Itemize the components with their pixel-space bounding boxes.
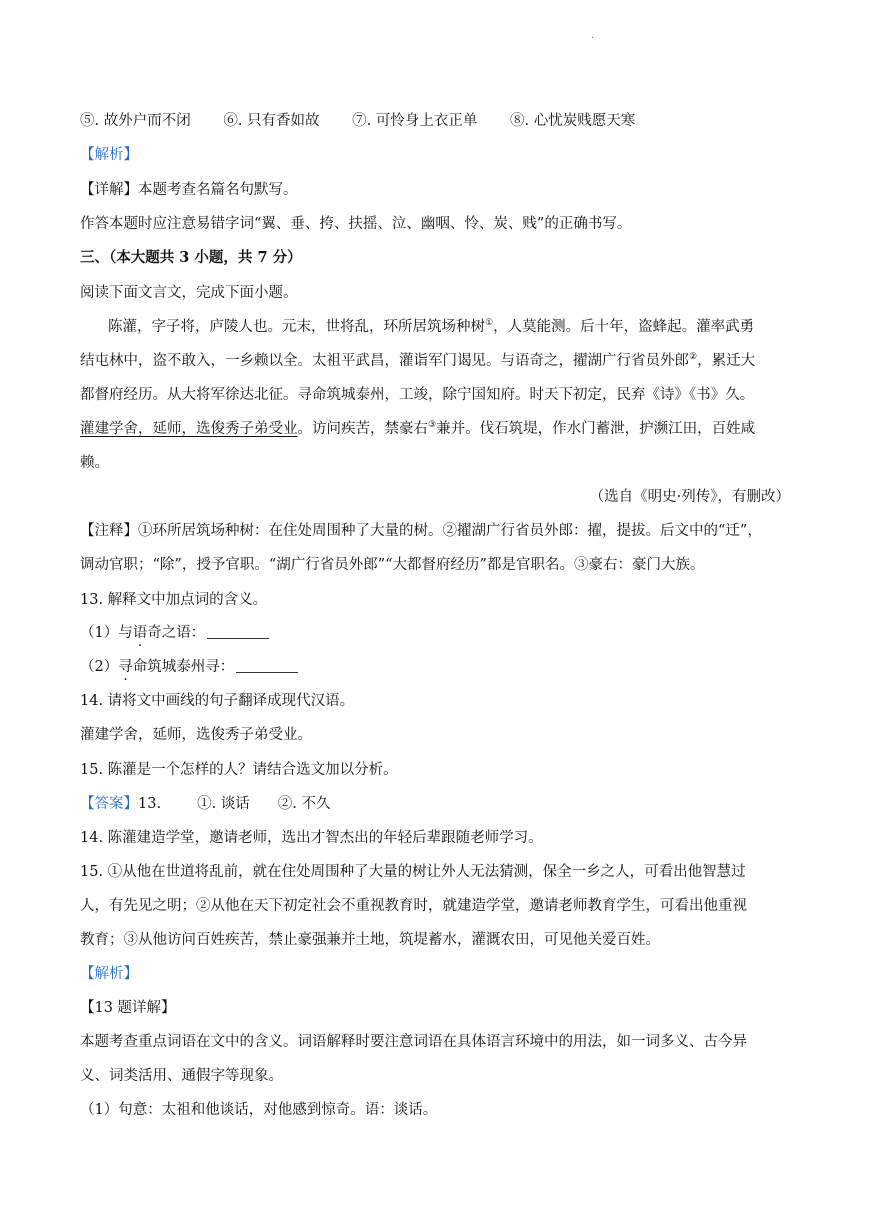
question-13-sub-2 <box>80 656 790 678</box>
question-13-sub-1 <box>80 622 790 644</box>
passage-text: 结屯林中，盗不敢入，一乡赖以全。太祖平武昌，灌诣军门谒见。与语奇之，擢湖广行省员外郎 <box>80 353 689 369</box>
notes-line-2: 调动官职；“除”，授予官职。“湖广行省员外郎”“大都督府经历”都是官职名。③豪右：豪门大族。 <box>80 557 705 573</box>
answer-blank <box>207 624 269 639</box>
answer-blank <box>236 658 298 673</box>
passage-text: ，人莫能测。后十年，盗蜂起。灌率武勇 <box>493 319 755 335</box>
sub-text: 奇之语： <box>147 625 206 641</box>
detail-13-line-2: 义、词类活用、通假字等现象。 <box>80 1068 283 1084</box>
instruction: 阅读下面文言文，完成下面小题。 <box>80 285 298 301</box>
passage-line-2 <box>80 350 790 372</box>
answer-5: ⑤. 故外户而不闭 <box>80 113 191 129</box>
sub-text: 命筑城泰州寻： <box>132 659 235 675</box>
detail-13-title: 【13 题详解】 <box>80 1000 176 1016</box>
passage-text: 。访问疾苦，禁豪右 <box>297 421 428 437</box>
passage-text: 兼并。伐石筑堤，作水门蓄泄，护濒江田，百姓咸 <box>436 421 756 437</box>
passage-source: （选自《明史·列传》，有删改） <box>589 489 790 505</box>
footnote-mark-3: ③ <box>428 420 437 430</box>
passage-text: ，累迁大 <box>697 353 756 369</box>
answer-13-line <box>80 793 790 815</box>
section-title: 三、（本大题共 3 小题，共 7 分） <box>80 249 302 266</box>
question-14-sentence: 灌建学舍，延师，选俊秀子弟受业。 <box>80 727 312 743</box>
analysis-tag: 【解析】 <box>80 147 138 163</box>
analysis-tag-2: 【解析】 <box>80 966 138 982</box>
passage-line-1 <box>108 316 818 338</box>
notes-line-1: 【注释】①环所居筑场种树：在住处周围种了大量的树。②擢湖广行省员外郎：擢，提拔。后文中的“迁”， <box>80 523 762 539</box>
answer-15-line-1: 15. ①从他在世道将乱前，就在住处周围种了大量的树让外人无法猜测，保全一乡之人，可看出他智慧过 <box>80 864 746 880</box>
answer-14: 14. 陈灌建造学堂，邀请老师，选出才智杰出的年轻后辈跟随老师学习。 <box>80 830 543 846</box>
answer-7: ⑦. 可怜身上衣正单 <box>352 113 478 129</box>
detail-heading: 【详解】本题考查名篇名句默写。 <box>80 182 298 198</box>
answer-8: ⑧. 心忧炭贱愿天寒 <box>509 113 636 129</box>
sub-label: （2） <box>80 659 119 675</box>
answer-13-1: ①. 谈话 <box>197 796 250 812</box>
question-15-stem: 15. 陈灌是一个怎样的人？请结合选文加以分析。 <box>80 762 398 778</box>
passage-line-5: 赖。 <box>80 455 109 471</box>
answer-13-2: ②. 不久 <box>277 796 331 812</box>
footnote-mark-1: ① <box>485 318 494 328</box>
answers-line <box>80 110 790 132</box>
sub-label: （1）与 <box>80 625 133 641</box>
answer-6: ⑥. 只有香如故 <box>223 113 320 129</box>
underlined-sentence: 灌建学舍，延师，选俊秀子弟受业 <box>80 421 298 437</box>
passage-text: 陈灌，字子将，庐陵人也。元末，世将乱，环所居筑场种树 <box>108 319 485 335</box>
passage-line-3: 都督府经历。从大将军徐达北征。寻命筑城泰州，工竣，除宁国知府。时天下初定，民弃《诗》《书》久。 <box>80 387 755 403</box>
dotted-word-yu: 语 <box>132 625 148 641</box>
footnote-mark-2: ② <box>689 352 698 362</box>
header-dot: . <box>591 30 595 41</box>
answer-number: 13. <box>138 796 162 812</box>
question-14-stem: 14. 请将文中画线的句子翻译成现代汉语。 <box>80 693 355 709</box>
answer-15-line-3: 教育；③从他访问百姓疾苦，禁止豪强兼并土地，筑堤蓄水，灌溉农田，可见他关爱百姓。 <box>80 932 660 948</box>
answer-15-line-2: 人，有先见之明；②从他在天下初定社会不重视教育时，就建造学堂，邀请老师教育学生，可看出他重视 <box>80 898 747 914</box>
passage-line-4 <box>80 418 790 440</box>
answer-tag: 【答案】 <box>80 796 138 812</box>
question-13-stem: 13. 解释文中加点词的含义。 <box>80 592 268 608</box>
dotted-word-xun: 寻 <box>118 659 133 675</box>
detail-13-line-1: 本题考查重点词语在文中的含义。词语解释时要注意词语在具体语言环境中的用法，如一词多义、古今异 <box>80 1034 747 1050</box>
detail-body: 作答本题时应注意易错字词“翼、垂、挎、扶摇、泣、幽咽、怜、炭、贱”的正确书写。 <box>80 216 632 232</box>
detail-13-line-3: （1）句意：太祖和他谈话，对他感到惊奇。语：谈话。 <box>80 1102 438 1118</box>
